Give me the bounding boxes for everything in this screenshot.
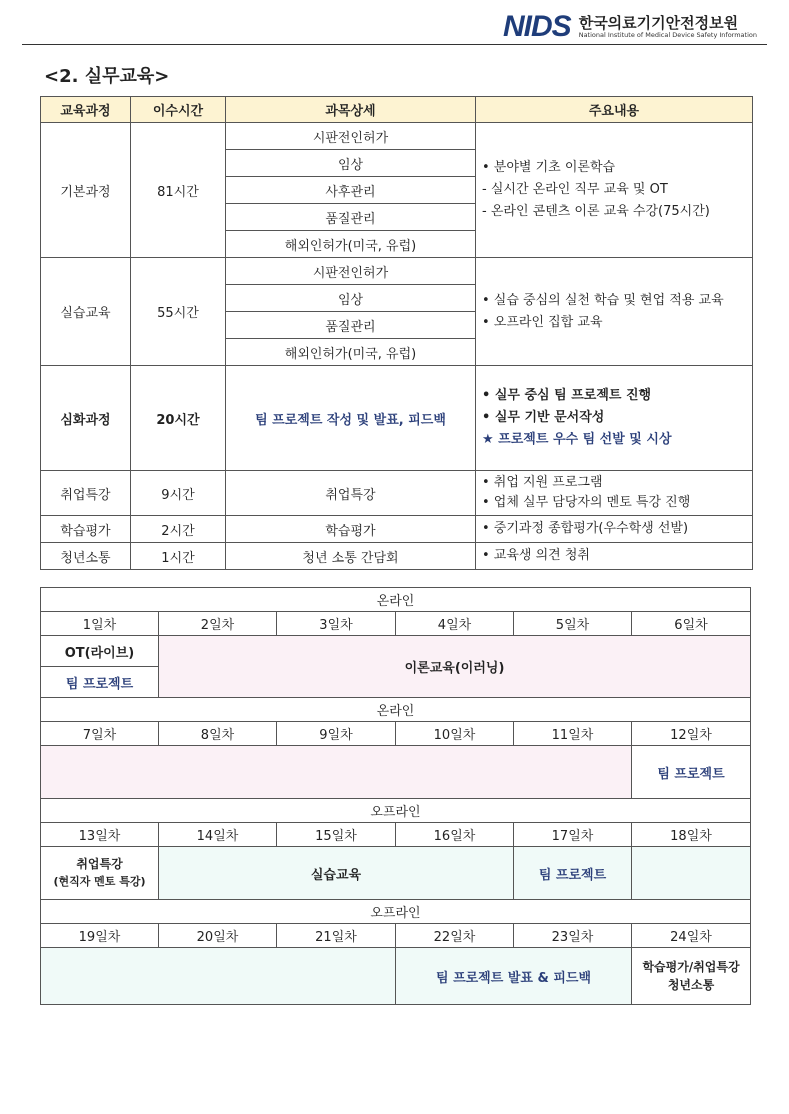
hours-advanced: 20시간 <box>131 366 226 471</box>
day-row <box>41 722 751 746</box>
subject-job: 취업특강 <box>226 471 476 516</box>
theory-elearning: 이론교육(이러닝) <box>159 636 751 698</box>
day-row <box>41 823 751 847</box>
content-line: • 오프라인 집합 교육 <box>482 314 603 330</box>
team-project-w3: 팀 프로젝트 <box>514 847 632 900</box>
day-label: 21일차 <box>277 924 396 948</box>
mode-row <box>41 698 751 722</box>
header-subject: 과목상세 <box>226 97 476 123</box>
curriculum-table <box>40 96 753 570</box>
day-label: 10일차 <box>396 722 514 746</box>
day-label: 12일차 <box>632 722 751 746</box>
table-row <box>41 366 753 471</box>
activity-row <box>41 948 751 1005</box>
day-label: 11일차 <box>514 722 632 746</box>
mode-label: 오프라인 <box>41 900 751 924</box>
day-label: 18일차 <box>632 823 751 847</box>
day-label: 1일차 <box>41 612 159 636</box>
day-label: 23일차 <box>514 924 632 948</box>
mode-label: 오프라인 <box>41 799 751 823</box>
team-project-w2: 팀 프로젝트 <box>632 746 751 799</box>
content-line: • 실무 기반 문서작성 <box>482 410 605 425</box>
table-row <box>41 258 753 285</box>
day-label: 6일차 <box>632 612 751 636</box>
day-label: 13일차 <box>41 823 159 847</box>
day-label: 16일차 <box>396 823 514 847</box>
course-youth: 청년소통 <box>41 543 131 570</box>
header-hours: 이수시간 <box>131 97 226 123</box>
activity-row <box>41 636 751 667</box>
mode-label: 온라인 <box>41 698 751 722</box>
activity-row <box>41 746 751 799</box>
subject: 사후관리 <box>226 177 476 204</box>
content-job <box>476 471 753 516</box>
day-label: 8일차 <box>159 722 277 746</box>
hours-youth: 1시간 <box>131 543 226 570</box>
day-label: 19일차 <box>41 924 159 948</box>
job-lecture-w3 <box>41 847 159 900</box>
team-project-presentation: 팀 프로젝트 발표 & 피드백 <box>396 948 632 1005</box>
day-label: 24일차 <box>632 924 751 948</box>
eval-job-youth <box>632 948 751 1005</box>
youth-line: 청년소통 <box>667 978 715 992</box>
subject: 해외인허가(미국, 유럽) <box>226 231 476 258</box>
subject: 시판전인허가 <box>226 258 476 285</box>
course-basic: 기본과정 <box>41 123 131 258</box>
day-label: 14일차 <box>159 823 277 847</box>
content-line: • 실습 중심의 실천 학습 및 현업 적용 교육 <box>482 292 724 308</box>
course-advanced: 심화과정 <box>41 366 131 471</box>
nids-logo <box>503 10 757 44</box>
header-divider <box>22 44 767 45</box>
day-label: 7일차 <box>41 722 159 746</box>
course-eval: 학습평가 <box>41 516 131 543</box>
content-line: ★ 프로젝트 우수 팀 선발 및 시상 <box>482 432 672 447</box>
table-row <box>41 123 753 150</box>
day-label: 17일차 <box>514 823 632 847</box>
subject-youth: 청년 소통 간담회 <box>226 543 476 570</box>
subject-eval: 학습평가 <box>226 516 476 543</box>
day-row <box>41 612 751 636</box>
mode-row <box>41 799 751 823</box>
ot-live: OT(라이브) <box>41 636 159 667</box>
content-basic <box>476 123 753 258</box>
section-title: <2. 실무교육> <box>44 66 170 87</box>
theory-continued <box>41 746 632 799</box>
hours-practice: 55시간 <box>131 258 226 366</box>
content-line: • 취업 지원 프로그램 <box>482 475 603 490</box>
subject: 임상 <box>226 150 476 177</box>
hours-eval: 2시간 <box>131 516 226 543</box>
eval-line: 학습평가/취업특강 <box>642 960 740 974</box>
subject: 임상 <box>226 285 476 312</box>
job-lecture-title: 취업특강 <box>76 857 123 871</box>
hours-basic: 81시간 <box>131 123 226 258</box>
day-label: 4일차 <box>396 612 514 636</box>
subject-advanced: 팀 프로젝트 작성 및 발표, 피드백 <box>226 366 476 471</box>
content-eval: • 중기과정 종합평가(우수학생 선발) <box>476 516 753 543</box>
logo-mark: NIDS <box>503 10 571 43</box>
logo-korean-name: 한국의료기기안전정보원 <box>578 14 739 32</box>
subject: 품질관리 <box>226 312 476 339</box>
mode-row <box>41 588 751 612</box>
subject: 해외인허가(미국, 유럽) <box>226 339 476 366</box>
mode-row <box>41 900 751 924</box>
day-label: 5일차 <box>514 612 632 636</box>
table-row <box>41 471 753 516</box>
subject: 시판전인허가 <box>226 123 476 150</box>
day-row <box>41 924 751 948</box>
team-project-w1: 팀 프로젝트 <box>41 667 159 698</box>
content-line: - 실시간 온라인 직무 교육 및 OT <box>482 182 668 197</box>
schedule-table <box>40 587 751 1005</box>
content-line: - 온라인 콘텐츠 이론 교육 수강(75시간) <box>482 204 710 219</box>
course-job: 취업특강 <box>41 471 131 516</box>
day-label: 22일차 <box>396 924 514 948</box>
mode-label: 온라인 <box>41 588 751 612</box>
table-row <box>41 516 753 543</box>
curriculum-header-row <box>41 97 753 123</box>
header-course: 교육과정 <box>41 97 131 123</box>
day-label: 2일차 <box>159 612 277 636</box>
hours-job: 9시간 <box>131 471 226 516</box>
content-line: • 실무 중심 팀 프로젝트 진행 <box>482 388 652 403</box>
header-content: 주요내용 <box>476 97 753 123</box>
day-label: 3일차 <box>277 612 396 636</box>
empty-cell <box>632 847 751 900</box>
content-advanced <box>476 366 753 471</box>
content-line: • 분야별 기초 이론학습 <box>482 160 616 175</box>
subject: 품질관리 <box>226 204 476 231</box>
job-lecture-subtitle: (현직자 멘토 특강) <box>53 875 146 888</box>
practice-education: 실습교육 <box>159 847 514 900</box>
practice-continued <box>41 948 396 1005</box>
activity-row <box>41 847 751 900</box>
course-practice: 실습교육 <box>41 258 131 366</box>
content-practice <box>476 258 753 366</box>
content-line: • 업체 실무 담당자의 멘토 특강 진행 <box>482 495 691 510</box>
day-label: 9일차 <box>277 722 396 746</box>
day-label: 15일차 <box>277 823 396 847</box>
table-row <box>41 543 753 570</box>
day-label: 20일차 <box>159 924 277 948</box>
logo-english-name: National Institute of Medical Device Safety Information <box>578 31 757 39</box>
content-youth: • 교육생 의견 청취 <box>476 543 753 570</box>
